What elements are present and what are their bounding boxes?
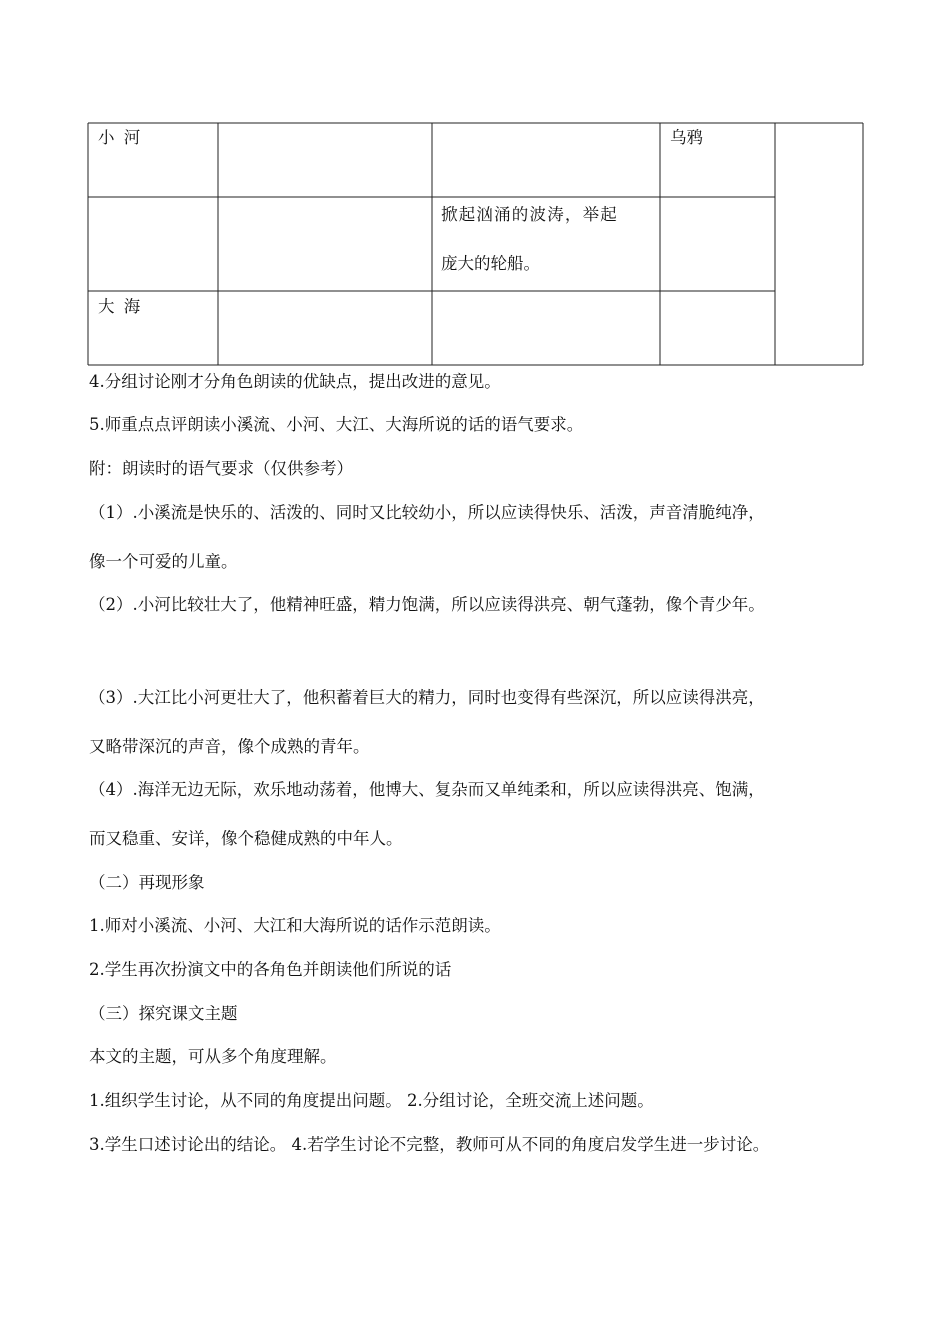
paragraph-step-1: 1.师对小溪流、小河、大江和大海所说的话作示范朗读。	[89, 916, 501, 935]
paragraph-tone-2: （2）.小河比较壮大了，他精神旺盛，精力饱满，所以应读得洪亮、朝气蓬勃，像个青少年。	[89, 595, 765, 614]
paragraph-tone-1-cont: 像一个可爱的儿童。	[89, 552, 238, 571]
table-cell-wave-line2: 庞大的轮船。	[441, 254, 540, 273]
paragraph-4: 4.分组讨论刚才分角色朗读的优缺点，提出改进的意见。	[89, 372, 501, 391]
table-cell-wave-line1: 掀起汹涌的波涛，举起	[441, 205, 618, 224]
paragraph-discussion-1: 1.组织学生讨论，从不同的角度提出问题。 2.分组讨论，全班交流上述问题。	[89, 1091, 654, 1110]
paragraph-tone-1: （1）.小溪流是快乐的、活泼的、同时又比较幼小，所以应读得快乐、活泼，声音清脆纯净，	[89, 503, 765, 522]
paragraph-tone-3-cont: 又略带深沉的声音，像个成熟的青年。	[89, 737, 370, 756]
table-cell-xiaohe: 小 河	[98, 128, 143, 147]
table-cell-dahai: 大 海	[98, 297, 143, 316]
paragraph-5: 5.师重点点评朗读小溪流、小河、大江、大海所说的话的语气要求。	[89, 415, 584, 434]
paragraph-tone-4-cont: 而又稳重、安详，像个稳健成熟的中年人。	[89, 829, 403, 848]
paragraph-theme: 本文的主题，可从多个角度理解。	[89, 1047, 337, 1066]
paragraph-appendix: 附：朗读时的语气要求（仅供参考）	[89, 459, 353, 478]
paragraph-tone-3: （3）.大江比小河更壮大了，他积蓄着巨大的精力，同时也变得有些深沉，所以应读得洪亮，	[89, 688, 765, 707]
section-heading-3: （三）探究课文主题	[89, 1004, 238, 1023]
table-cell-wuya: 乌鸦	[670, 128, 703, 147]
paragraph-discussion-2: 3.学生口述讨论出的结论。 4.若学生讨论不完整，教师可从不同的角度启发学生进一步讨论。	[89, 1135, 770, 1154]
paragraph-tone-4: （4）.海洋无边无际，欢乐地动荡着，他博大、复杂而又单纯柔和，所以应读得洪亮、饱满，	[89, 780, 765, 799]
paragraph-step-2: 2.学生再次扮演文中的各角色并朗读他们所说的话	[89, 960, 452, 979]
section-heading-2: （二）再现形象	[89, 873, 205, 892]
